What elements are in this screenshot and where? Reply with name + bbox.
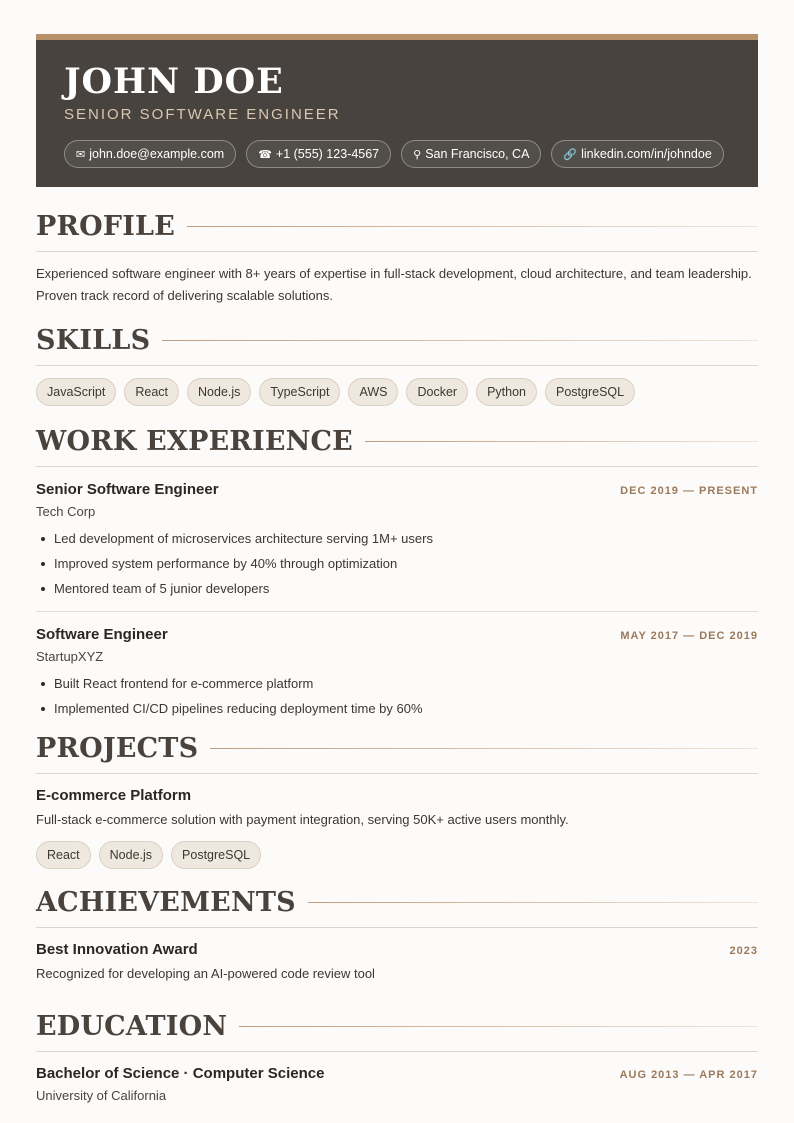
candidate-title: SENIOR SOFTWARE ENGINEER bbox=[64, 106, 341, 123]
project-tag-list bbox=[36, 841, 758, 869]
profile-section-header bbox=[36, 211, 758, 252]
skills-tag-list bbox=[36, 378, 758, 406]
contact-phone-text: +1 (555) 123-4567 bbox=[275, 147, 380, 161]
projects-heading: PROJECTS bbox=[36, 733, 199, 764]
project-tag: PostgreSQL bbox=[171, 841, 261, 869]
skill-tag: PostgreSQL bbox=[545, 378, 635, 406]
education-section-header bbox=[36, 1011, 758, 1052]
contact-linkedin-text: linkedin.com/in/johndoe bbox=[581, 147, 712, 161]
job-date: DEC 2019 — PRESENT bbox=[620, 485, 758, 497]
skill-tag: Docker bbox=[406, 378, 468, 406]
skill-tag: JavaScript bbox=[36, 378, 116, 406]
experience-heading: WORK EXPERIENCE bbox=[36, 426, 353, 457]
job-title: Software Engineer bbox=[36, 626, 168, 643]
contact-location bbox=[401, 140, 541, 168]
project-title: E-commerce Platform bbox=[36, 787, 192, 804]
project-tag: React bbox=[36, 841, 91, 869]
candidate-name: JOHN DOE bbox=[64, 61, 284, 102]
achievement-title: Best Innovation Award bbox=[36, 941, 198, 958]
skill-tag: TypeScript bbox=[259, 378, 340, 406]
profile-summary: Experienced software engineer with 8+ years of expertise in full-stack development, cloud architecture, and team leadership. Proven track record of delivering scalable solutions. bbox=[36, 266, 752, 303]
skills-section-header bbox=[36, 325, 758, 366]
education-school: University of California bbox=[36, 1088, 167, 1103]
project-tag: Node.js bbox=[99, 841, 163, 869]
job-title: Senior Software Engineer bbox=[36, 481, 219, 498]
job-bullet: Mentored team of 5 junior developers bbox=[36, 576, 758, 601]
achievements-section-header bbox=[36, 887, 758, 928]
profile-heading: PROFILE bbox=[36, 211, 176, 242]
project-entry bbox=[36, 774, 758, 869]
skill-tag: Node.js bbox=[187, 378, 251, 406]
contact-email[interactable] bbox=[64, 140, 236, 168]
link-icon: 🔗 bbox=[563, 148, 578, 161]
skills-heading: SKILLS bbox=[36, 325, 151, 356]
contact-email-text: john.doe@example.com bbox=[89, 147, 225, 161]
job-bullet: Improved system performance by 40% through optimization bbox=[36, 551, 758, 576]
achievement-date: 2023 bbox=[729, 945, 758, 957]
job-bullet: Led development of microservices architecture serving 1M+ users bbox=[36, 526, 758, 551]
education-degree: Bachelor of Science · Computer Science bbox=[36, 1065, 325, 1082]
education-date: AUG 2013 — APR 2017 bbox=[619, 1069, 758, 1081]
contact-phone[interactable] bbox=[246, 140, 391, 168]
contact-list bbox=[64, 140, 730, 168]
section-rule bbox=[162, 340, 758, 341]
job-bullet-list bbox=[36, 671, 758, 721]
job-bullet-list bbox=[36, 526, 758, 601]
job-company: Tech Corp bbox=[36, 504, 96, 519]
job-company: StartupXYZ bbox=[36, 649, 104, 664]
section-rule bbox=[210, 748, 758, 749]
section-rule bbox=[365, 441, 758, 442]
education-entry bbox=[36, 1052, 758, 1103]
job-date: MAY 2017 — DEC 2019 bbox=[620, 630, 758, 642]
job-entry bbox=[36, 467, 758, 612]
resume-header bbox=[36, 34, 758, 187]
section-rule bbox=[239, 1026, 758, 1027]
envelope-icon: ✉ bbox=[76, 148, 86, 161]
skill-tag: React bbox=[124, 378, 179, 406]
skill-tag: Python bbox=[476, 378, 537, 406]
experience-section-header bbox=[36, 426, 758, 467]
achievement-entry bbox=[36, 928, 758, 985]
achievements-heading: ACHIEVEMENTS bbox=[36, 887, 296, 918]
location-pin-icon: ⚲ bbox=[413, 148, 422, 161]
section-rule bbox=[187, 226, 758, 227]
job-bullet: Built React frontend for e-commerce platform bbox=[36, 671, 758, 696]
resume-page bbox=[36, 34, 758, 1103]
job-entry bbox=[36, 612, 758, 729]
project-description: Full-stack e-commerce solution with payment integration, serving 50K+ active users monthly. bbox=[36, 812, 569, 827]
section-rule bbox=[308, 902, 758, 903]
projects-section-header bbox=[36, 733, 758, 774]
contact-location-text: San Francisco, CA bbox=[425, 147, 530, 161]
education-heading: EDUCATION bbox=[36, 1011, 228, 1042]
skill-tag: AWS bbox=[348, 378, 398, 406]
job-bullet: Implemented CI/CD pipelines reducing deployment time by 60% bbox=[36, 696, 758, 721]
phone-icon: ☎ bbox=[258, 148, 272, 161]
contact-linkedin[interactable] bbox=[551, 140, 723, 168]
achievement-description: Recognized for developing an AI-powered code review tool bbox=[36, 966, 375, 981]
